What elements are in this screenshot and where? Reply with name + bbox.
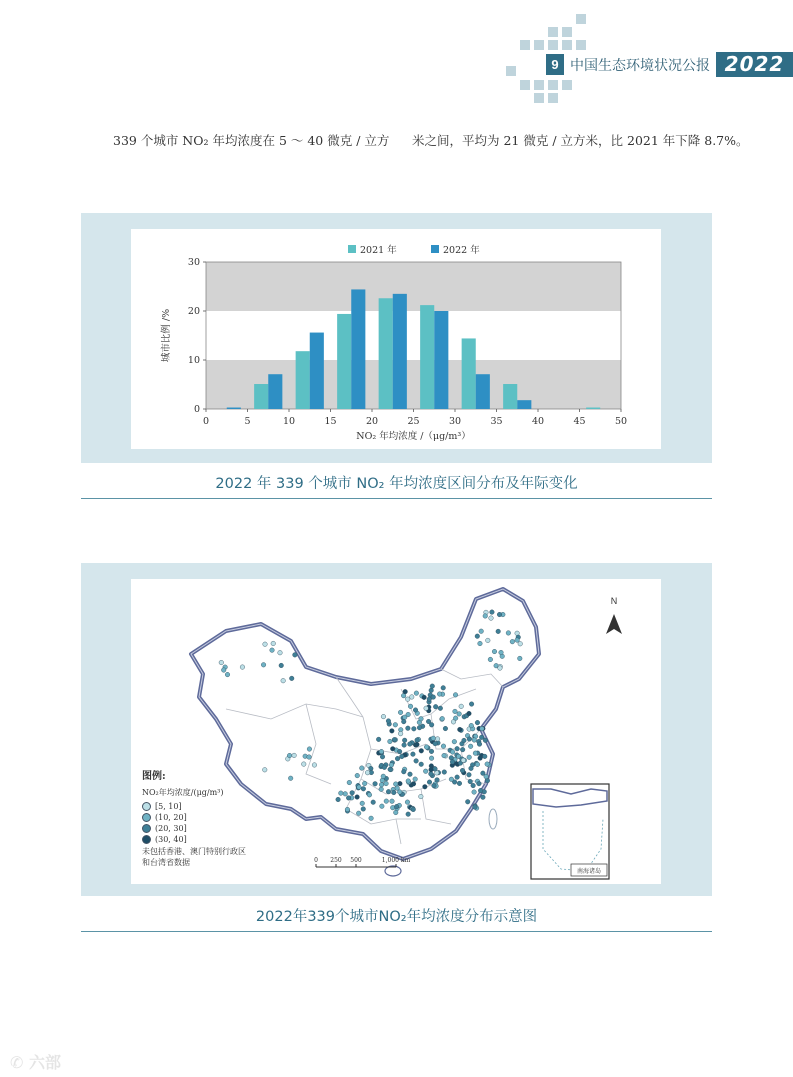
legend-item-label: (20, 30] <box>155 824 187 833</box>
city-dot <box>405 800 410 805</box>
city-dot <box>406 712 411 717</box>
city-dot <box>405 697 410 702</box>
city-dot <box>455 746 460 751</box>
city-dot <box>384 799 389 804</box>
city-dot <box>440 716 445 721</box>
city-dot <box>455 775 460 780</box>
grid-band <box>206 262 621 311</box>
city-dot <box>415 738 420 743</box>
city-dot <box>461 758 466 763</box>
city-dot <box>481 795 486 800</box>
city-dot <box>270 648 275 653</box>
city-dot <box>399 754 404 759</box>
bar-2022 <box>476 374 490 409</box>
legend-item-label: (10, 20] <box>155 813 187 822</box>
city-dot <box>345 807 350 812</box>
city-dot <box>457 781 462 786</box>
map-legend <box>142 767 282 868</box>
city-dot <box>517 656 522 661</box>
page-number: 9 <box>546 54 564 75</box>
legend-item-label: (30, 40] <box>155 835 187 844</box>
city-dot <box>483 738 488 743</box>
city-dot <box>413 708 418 713</box>
city-dot <box>414 691 419 696</box>
city-dot <box>490 610 495 615</box>
body-text-part2: 米之间，平均为 21 微克 / 立方米，比 2021 年下降 8.7%。 <box>412 133 749 148</box>
city-dot <box>382 765 387 770</box>
figure1-chart-area <box>131 229 661 449</box>
city-dot <box>390 799 395 804</box>
legend-swatch-2021 <box>348 245 356 253</box>
city-dot <box>422 695 427 700</box>
x-tick-label: 25 <box>407 416 420 427</box>
city-dot <box>469 723 474 728</box>
city-dot <box>397 749 402 754</box>
city-dot <box>292 753 297 758</box>
city-dot <box>376 737 381 742</box>
city-dot <box>430 684 435 689</box>
city-dot <box>419 749 424 754</box>
city-dot <box>221 668 226 673</box>
bar-2022 <box>434 311 448 409</box>
city-dot <box>403 689 408 694</box>
city-dot <box>486 638 491 643</box>
y-tick-label: 30 <box>187 257 200 268</box>
city-dot <box>460 747 465 752</box>
city-dot <box>414 759 419 764</box>
city-dot <box>499 650 504 655</box>
city-dot <box>518 641 523 646</box>
city-dot <box>278 650 283 655</box>
city-dot <box>393 810 398 815</box>
city-dot <box>355 773 360 778</box>
north-label: N <box>610 596 618 606</box>
city-dot <box>355 795 360 800</box>
city-dot <box>515 638 520 643</box>
legend-item <box>142 824 282 833</box>
city-dot <box>457 727 462 732</box>
city-dot <box>394 804 399 809</box>
city-dot <box>408 704 413 709</box>
city-dot <box>415 742 420 747</box>
city-dot <box>467 711 472 716</box>
city-dot <box>408 742 413 747</box>
city-dot <box>379 782 384 787</box>
city-dot <box>496 629 501 634</box>
city-dot <box>431 736 436 741</box>
city-dot <box>398 781 403 786</box>
legend-subtitle: NO₂年均浓度/(μg/m³) <box>142 788 224 797</box>
city-dot <box>441 686 446 691</box>
city-dot <box>381 774 386 779</box>
city-dot <box>388 739 393 744</box>
legend-note-2: 和台湾省数据 <box>142 858 190 867</box>
city-dot <box>369 766 374 771</box>
bar-2021 <box>254 384 268 409</box>
scale-label-250: 250 <box>330 857 342 864</box>
city-dot <box>419 794 424 799</box>
city-dot <box>288 776 293 781</box>
city-dot <box>453 709 458 714</box>
x-tick-label: 10 <box>282 416 296 427</box>
city-dot <box>398 710 403 715</box>
city-dot <box>506 631 511 636</box>
city-dot <box>379 787 384 792</box>
no2-distribution-chart <box>131 229 661 449</box>
city-dot <box>362 781 367 786</box>
city-dot <box>471 783 476 788</box>
city-dot <box>361 786 366 791</box>
city-dot <box>427 780 432 785</box>
city-dot <box>395 756 400 761</box>
city-dot <box>467 737 472 742</box>
bar-2022 <box>227 408 241 409</box>
x-tick-label: 15 <box>324 416 337 427</box>
bar-2021 <box>462 338 476 409</box>
city-dot <box>419 762 424 767</box>
city-dot <box>381 714 386 719</box>
city-dot <box>484 774 489 779</box>
bar-2021 <box>379 298 393 409</box>
city-dot <box>397 790 402 795</box>
body-text-part1: 339 个城市 NO₂ 年均浓度在 5 ～ 40 微克 / 立方 <box>113 133 390 148</box>
city-dot <box>359 766 364 771</box>
city-dot <box>402 743 407 748</box>
city-dot <box>423 769 428 774</box>
city-dot <box>289 676 294 681</box>
city-dot <box>301 762 306 767</box>
legend-swatch-2022 <box>431 245 439 253</box>
legend-item-label: [5, 10] <box>155 802 182 811</box>
city-dot <box>477 742 482 747</box>
city-dot <box>371 800 376 805</box>
taiwan-island <box>489 809 497 829</box>
city-dot <box>478 788 483 793</box>
city-dot <box>281 678 286 683</box>
city-dot <box>452 739 457 744</box>
inset-label: 南海诸岛 <box>576 868 602 875</box>
city-dot <box>373 781 378 786</box>
figure2-caption: 2022年339个城市NO₂年均浓度分布示意图 <box>255 909 538 925</box>
city-dot <box>361 807 366 812</box>
city-dot <box>219 660 224 665</box>
city-dot <box>279 663 284 668</box>
legend-dot <box>142 835 151 844</box>
city-dot <box>240 665 245 670</box>
city-dot <box>411 807 416 812</box>
x-tick-label: 45 <box>573 416 586 427</box>
legend-note-1: 未包括香港、澳门特别行政区 <box>142 847 246 856</box>
city-dot <box>479 735 484 740</box>
city-dot <box>393 722 398 727</box>
x-tick-label: 40 <box>531 416 545 427</box>
watermark-logo: ✆ 六部 <box>10 1053 61 1072</box>
legend-dot <box>142 813 151 822</box>
city-dot <box>347 780 352 785</box>
city-dot <box>475 762 480 767</box>
city-dot <box>433 741 438 746</box>
x-tick-label: 30 <box>448 416 462 427</box>
city-dot <box>449 777 454 782</box>
city-dot <box>498 666 503 671</box>
city-dot <box>431 695 436 700</box>
legend-dot <box>142 824 151 833</box>
city-dot <box>411 782 416 787</box>
city-dot <box>472 738 477 743</box>
city-dot <box>473 805 478 810</box>
city-dot <box>433 704 438 709</box>
y-tick-label: 10 <box>187 355 200 366</box>
city-dot <box>429 749 434 754</box>
legend-item <box>142 835 282 844</box>
bar-2021 <box>337 314 351 409</box>
city-dot <box>438 706 443 711</box>
city-dot <box>412 726 417 731</box>
city-dot <box>356 811 361 816</box>
bar-2022 <box>517 400 531 409</box>
city-dot <box>336 797 341 802</box>
city-dot <box>424 745 429 750</box>
x-axis-label: NO₂ 年均浓度 /（μg/m³） <box>356 431 471 442</box>
city-dot <box>483 614 488 619</box>
bar-2022 <box>351 289 365 409</box>
city-dot <box>475 634 480 639</box>
city-dot <box>406 779 411 784</box>
legend-item <box>142 802 282 811</box>
city-dot <box>417 725 422 730</box>
x-tick-label: 0 <box>202 416 210 427</box>
x-tick-label: 5 <box>244 416 251 427</box>
city-dot <box>386 789 391 794</box>
bar-2021 <box>503 384 517 409</box>
city-dot <box>460 768 465 773</box>
city-dot <box>424 706 429 711</box>
city-dot <box>346 796 351 801</box>
city-dot <box>380 804 385 809</box>
city-dot <box>441 744 446 749</box>
city-dot <box>488 657 493 662</box>
legend-dot <box>142 802 151 811</box>
city-dot <box>343 792 348 797</box>
city-dot <box>429 772 434 777</box>
city-dot <box>384 781 389 786</box>
figure2-rule <box>81 931 712 932</box>
city-dot <box>419 716 424 721</box>
city-dot <box>478 756 483 761</box>
city-dot <box>380 755 385 760</box>
scale-bar <box>314 857 410 867</box>
city-dot <box>413 777 418 782</box>
city-dot <box>392 737 397 742</box>
x-tick-label: 50 <box>614 416 628 427</box>
city-dot <box>472 790 477 795</box>
city-dot <box>469 766 474 771</box>
city-dot <box>485 762 490 767</box>
city-dot <box>478 641 483 646</box>
city-dot <box>432 783 437 788</box>
x-tick-label: 20 <box>365 416 379 427</box>
city-dot <box>450 750 455 755</box>
city-dot <box>401 719 406 724</box>
city-dot <box>307 747 312 752</box>
city-dot <box>497 612 502 617</box>
scale-label-1000: 1,000 km <box>381 857 411 864</box>
city-dot <box>437 692 442 697</box>
city-dot <box>388 767 393 772</box>
legend-items <box>142 802 282 844</box>
city-dot <box>408 772 413 777</box>
city-dot <box>429 756 434 761</box>
city-dot <box>462 738 467 743</box>
legend-label-2021: 2021 年 <box>360 245 397 256</box>
bar-2021 <box>586 408 600 409</box>
city-dot <box>390 729 395 734</box>
report-title: 中国生态环境状况公报 <box>570 58 710 74</box>
city-dot <box>429 767 434 772</box>
city-dot <box>442 753 447 758</box>
city-dot <box>450 760 455 765</box>
city-dot <box>467 755 472 760</box>
city-dot <box>402 738 407 743</box>
city-dot <box>435 737 440 742</box>
legend-title: 图例: <box>142 771 166 782</box>
south-sea-inset <box>531 784 609 879</box>
city-dot <box>379 749 384 754</box>
city-dot <box>271 641 276 646</box>
city-dot <box>261 663 266 668</box>
city-dot <box>459 704 464 709</box>
city-dot <box>390 747 395 752</box>
city-dot <box>480 726 485 731</box>
figure2-map-area <box>131 579 661 884</box>
scale-label-0: 0 <box>314 857 318 864</box>
city-dot <box>468 744 473 749</box>
city-dot <box>457 712 462 717</box>
y-axis-label: 城市比例 /% <box>161 308 172 363</box>
bar-2021 <box>420 305 434 409</box>
y-tick-label: 0 <box>193 404 200 415</box>
city-dot <box>429 723 434 728</box>
city-dot <box>406 726 411 731</box>
city-dot <box>339 791 344 796</box>
x-tick-label: 35 <box>490 416 503 427</box>
bar-2022 <box>393 294 407 409</box>
city-dot <box>482 754 487 759</box>
figure1-rule <box>81 498 712 499</box>
bar-2022 <box>268 374 282 409</box>
legend-label-2022: 2022 年 <box>443 245 480 256</box>
city-dot <box>442 770 447 775</box>
scale-label-500: 500 <box>350 857 362 864</box>
city-dot <box>473 751 478 756</box>
y-tick-label: 20 <box>187 306 200 317</box>
city-dot <box>475 720 480 725</box>
city-dot <box>443 726 448 731</box>
city-dot <box>479 629 484 634</box>
city-dot <box>477 781 482 786</box>
city-dot <box>287 753 292 758</box>
city-dot <box>429 688 434 693</box>
city-dot <box>467 772 472 777</box>
city-dot <box>453 693 458 698</box>
city-dot <box>369 816 374 821</box>
city-dot <box>406 812 411 817</box>
city-dot <box>389 763 394 768</box>
figure1-caption: 2022 年 339 个城市 NO₂ 年均浓度区间分布及年际变化 <box>215 476 578 492</box>
city-dot <box>386 719 391 724</box>
city-dot <box>435 778 440 783</box>
city-dot <box>469 702 474 707</box>
city-dot <box>225 672 230 677</box>
city-dot <box>307 755 312 760</box>
city-dot <box>468 779 473 784</box>
city-dot <box>411 752 416 757</box>
city-dot <box>293 653 298 658</box>
legend-item <box>142 813 282 822</box>
city-dot <box>367 793 372 798</box>
city-dot <box>312 763 317 768</box>
city-dot <box>398 731 403 736</box>
north-arrow <box>606 596 622 634</box>
city-dot <box>489 616 494 621</box>
city-dot <box>360 801 365 806</box>
city-dot <box>263 642 268 647</box>
report-year: 2022 <box>716 52 793 77</box>
bar-2022 <box>310 333 324 409</box>
city-dot <box>350 791 355 796</box>
bar-2021 <box>296 351 310 409</box>
city-dot <box>453 716 458 721</box>
city-dot <box>391 790 396 795</box>
city-dot <box>492 649 497 654</box>
city-dot <box>465 799 470 804</box>
city-dot <box>510 639 515 644</box>
city-dot <box>357 785 362 790</box>
city-dot <box>365 770 370 775</box>
city-dot <box>423 784 428 789</box>
city-dot <box>401 769 406 774</box>
